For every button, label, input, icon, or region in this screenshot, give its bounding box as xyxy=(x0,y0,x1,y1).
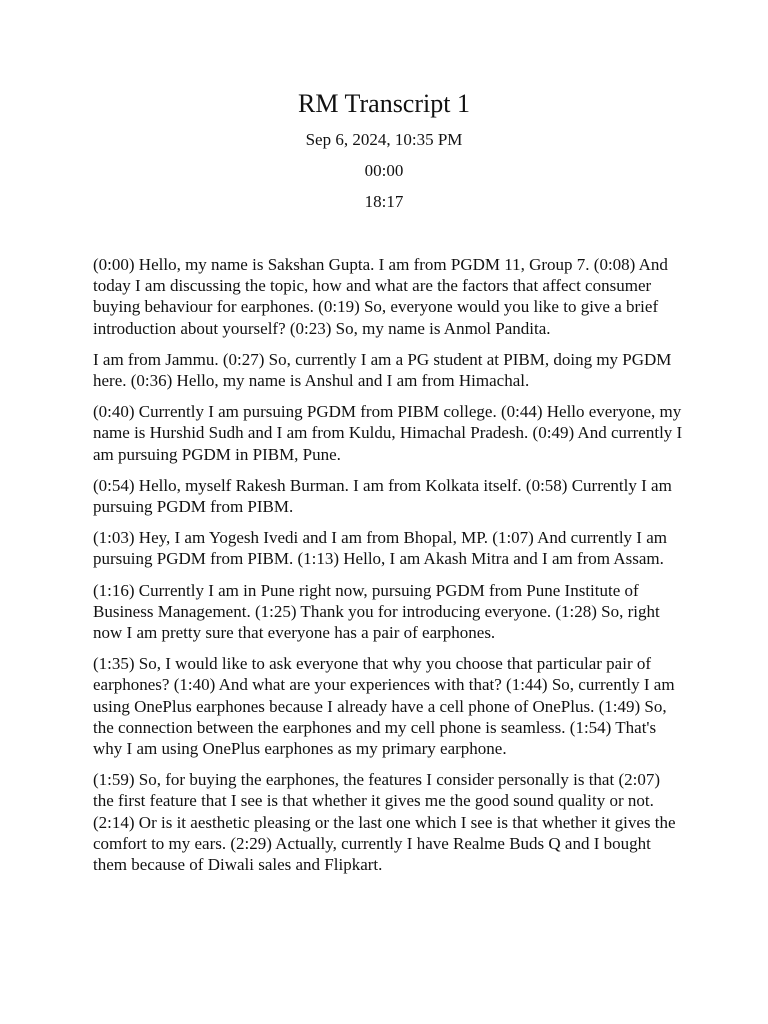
duration: 18:17 xyxy=(364,192,404,211)
transcript-paragraph: (1:03) Hey, I am Yogesh Ivedi and I am from Bhopal, MP. (1:07) And currently I am pursuing PGDM from PIBM. (1:13) Hello, I am Akash Mitra and I am from Assam. xyxy=(93,528,667,569)
transcript-paragraph: (1:16) Currently I am in Pune right now, pursuing PGDM from Pune Institute of Business Management. (1:25) Thank you for introducing everyone. (1:28) So, right now I am pretty sure that everyone has a pair of earphones. xyxy=(93,580,660,643)
recording-date: Sep 6, 2024, 10:35 PM xyxy=(305,130,463,149)
transcript-paragraph: (0:00) Hello, my name is Sakshan Gupta. I am from PGDM 11, Group 7. (0:08) And today I am discussing the topic, how and what are the factors that affect consumer buying behaviour for earphones. (0:19) So, everyone would you like to give a brief introduction about yourself? (0:23) So, my name is Anmol Pandita. xyxy=(93,255,668,338)
transcript-paragraph: I am from Jammu. (0:27) So, currently I am a PG student at PIBM, doing my PGDM here. (0:36) Hello, my name is Anshul and I am from Himachal. xyxy=(93,349,672,391)
transcript-paragraph: (0:40) Currently I am pursuing PGDM from PIBM college. (0:44) Hello everyone, my name is Hurshid Sudh and I am from Kuldu, Himachal Pradesh. (0:49) And currently I am pursuing PGDM in PIBM, Pune. xyxy=(93,402,683,464)
document-title: RM Transcript 1 xyxy=(298,89,470,118)
transcript-paragraph: (0:54) Hello, myself Rakesh Burman. I am from Kolkata itself. (0:58) Currently I am pursuing PGDM from PIBM. xyxy=(93,475,672,517)
transcript-body xyxy=(93,254,683,885)
transcript-paragraph: (1:35) So, I would like to ask everyone that why you choose that particular pair of earphones? (1:40) And what are your experiences with that? (1:44) So, currently I am using OnePlus earphones because I already have a cell phone of OnePlus. (1:49) So, the connection between the earphones and my cell phone is seamless. (1:54) That's why I am using OnePlus earphones as my primary earphone. xyxy=(93,654,675,759)
transcript-paragraph: (1:59) So, for buying the earphones, the features I consider personally is that (2:07) the first feature that I see is that whether it gives me the good sound quality or not. (2:14) Or is it aesthetic pleasing or the last one which I see is that whether it gives the comfort to my ears. (2:29) Actually, currently I have Realme Buds Q and I bought them because of Diwali sales and Flipkart. xyxy=(93,770,676,875)
start-time: 00:00 xyxy=(364,161,404,180)
